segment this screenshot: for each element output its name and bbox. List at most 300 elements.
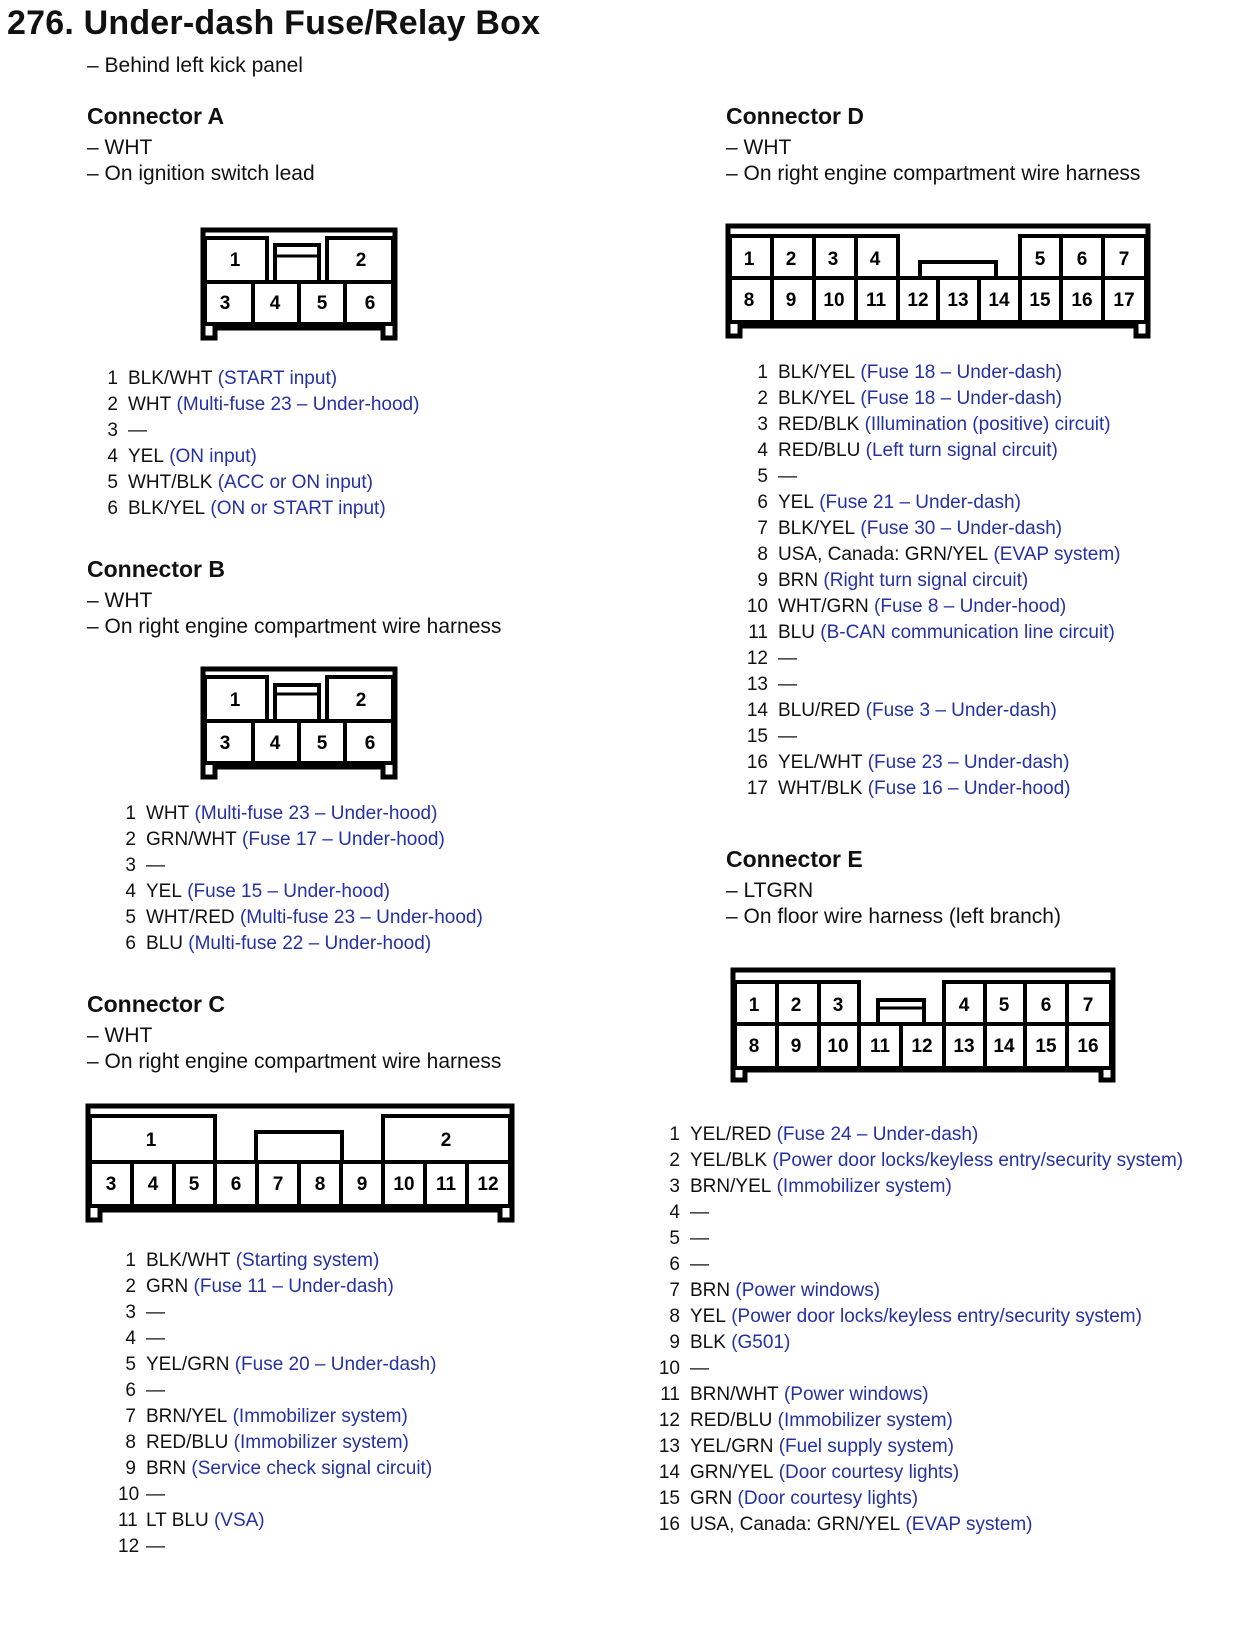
pin-number: 13 (746, 674, 768, 695)
pin-row (740, 724, 1120, 750)
pin-row (118, 1456, 436, 1482)
pin-wire-color: — (128, 420, 147, 441)
pin-wire-color: YEL/GRN (146, 1354, 230, 1375)
connector-a-lock-tab (275, 245, 319, 282)
connector-a-color: – WHT (87, 136, 153, 159)
pin-number: 9 (757, 570, 768, 591)
pin-row (118, 1534, 436, 1560)
pin-row (740, 464, 1120, 490)
pin-wire-color: LT BLU (146, 1510, 209, 1531)
connector-e-pin-label: 1 (748, 995, 760, 1016)
pin-number: 7 (757, 518, 768, 539)
connector-b-pin-label: 6 (364, 733, 376, 754)
pin-wire-color: BRN/YEL (146, 1406, 228, 1427)
pin-row (740, 516, 1120, 542)
pin-wire-color: BRN/WHT (690, 1384, 779, 1405)
pin-wire-color: RED/BLK (778, 414, 860, 435)
connector-c-diagram (80, 1098, 520, 1228)
pin-number: 1 (125, 1250, 136, 1271)
pin-circuit: (ON or START input) (210, 498, 386, 519)
pin-row (652, 1330, 1183, 1356)
pin-number: 2 (107, 394, 118, 415)
connector-d-pin-list (740, 360, 1120, 802)
connector-d-diagram (720, 218, 1160, 346)
pin-row (740, 412, 1120, 438)
pin-row (118, 1274, 436, 1300)
connector-d-pin-label: 15 (1029, 290, 1051, 311)
pin-circuit: (Fuse 18 – Under-dash) (860, 362, 1063, 383)
pin-wire-color: YEL (146, 881, 182, 902)
pin-number: 5 (107, 472, 118, 493)
pin-wire-color: — (690, 1202, 709, 1223)
connector-d-pin-label: 4 (869, 249, 881, 270)
pin-wire-color: — (146, 1484, 165, 1505)
connector-c-pin-label: 9 (356, 1174, 368, 1195)
pin-circuit: (Door courtesy lights) (737, 1488, 919, 1509)
pin-number: 8 (125, 1432, 136, 1453)
pin-number: 1 (669, 1124, 680, 1145)
pin-number: 3 (125, 1302, 136, 1323)
pin-row (740, 620, 1120, 646)
pin-circuit: (Fuse 23 – Under-dash) (867, 752, 1070, 773)
pin-circuit: (G501) (731, 1332, 791, 1353)
connector-a-diagram (195, 220, 405, 345)
pin-wire-color: — (146, 1328, 165, 1349)
pin-wire-color: WHT/BLK (128, 472, 213, 493)
pin-row (118, 1300, 436, 1326)
pin-wire-color: — (146, 1536, 165, 1557)
pin-number: 3 (125, 855, 136, 876)
pin-wire-color: GRN/YEL (690, 1462, 774, 1483)
pin-row (118, 1248, 436, 1274)
pin-number: 4 (125, 881, 136, 902)
pin-wire-color: BRN/YEL (690, 1176, 772, 1197)
pin-circuit: (Multi-fuse 23 – Under-hood) (176, 394, 420, 415)
pin-circuit: (Fuel supply system) (778, 1436, 954, 1457)
connector-e-pin-label: 2 (790, 995, 802, 1016)
pin-number: 10 (746, 596, 768, 617)
connector-e-pin-label: 16 (1077, 1036, 1099, 1057)
connector-b-diagram (195, 661, 405, 786)
connector-c-pin-label: 7 (272, 1174, 284, 1195)
pin-row (740, 386, 1120, 412)
pin-number: 10 (658, 1358, 680, 1379)
connector-d-pin-label: 3 (827, 249, 839, 270)
connector-d-pin-label: 9 (785, 290, 797, 311)
pin-wire-color: — (778, 674, 797, 695)
pin-number: 12 (658, 1410, 680, 1431)
connector-e-pin-label: 7 (1082, 995, 1094, 1016)
pin-circuit: (Fuse 30 – Under-dash) (860, 518, 1063, 539)
pin-wire-color: — (146, 855, 165, 876)
pin-number: 17 (746, 778, 768, 799)
pin-wire-color: BLK/YEL (128, 498, 206, 519)
pin-circuit: (EVAP system) (905, 1514, 1033, 1535)
connector-e-pin-label: 5 (998, 995, 1010, 1016)
pin-row (118, 1404, 436, 1430)
pin-number: 9 (125, 1458, 136, 1479)
connector-a-pin-label: 6 (364, 293, 376, 314)
pin-wire-color: GRN (146, 1276, 189, 1297)
pin-circuit: (Immobilizer system) (777, 1410, 953, 1431)
pin-number: 6 (757, 492, 768, 513)
pin-circuit: (Power windows) (783, 1384, 929, 1405)
pin-circuit: (VSA) (213, 1510, 265, 1531)
connector-c-pin-label: 3 (105, 1174, 117, 1195)
page-title: 276. Under-dash Fuse/Relay Box (7, 4, 541, 42)
pin-circuit: (Fuse 3 – Under-dash) (865, 700, 1057, 721)
connector-e-pin-label: 12 (911, 1036, 933, 1057)
pin-row (100, 470, 419, 496)
pin-wire-color: RED/BLU (146, 1432, 229, 1453)
pin-circuit: (Multi-fuse 22 – Under-hood) (188, 933, 432, 954)
pin-wire-color: WHT/GRN (778, 596, 869, 617)
pin-row (652, 1252, 1183, 1278)
pin-wire-color: — (146, 1380, 165, 1401)
pin-row (118, 1378, 436, 1404)
connector-c-pin-label: 8 (314, 1174, 326, 1195)
connector-c-pin-label: 2 (440, 1130, 452, 1151)
connector-a-location: – On ignition switch lead (87, 162, 315, 185)
pin-number: 3 (107, 420, 118, 441)
pin-number: 4 (669, 1202, 680, 1223)
pin-wire-color: YEL/BLK (690, 1150, 768, 1171)
pin-number: 9 (669, 1332, 680, 1353)
pin-circuit: (Fuse 17 – Under-hood) (242, 829, 445, 850)
pin-number: 2 (125, 829, 136, 850)
pin-number: 14 (746, 700, 768, 721)
pin-wire-color: BLU (146, 933, 183, 954)
pin-wire-color: USA, Canada: GRN/YEL (778, 544, 989, 565)
pin-circuit: (Immobilizer system) (232, 1406, 408, 1427)
connector-e-pin-list (652, 1122, 1183, 1538)
page-subtitle: – Behind left kick panel (87, 54, 303, 77)
connector-d-location: – On right engine compartment wire harness (726, 162, 1141, 185)
pin-wire-color: BLK (690, 1332, 726, 1353)
connector-e-pin-label: 13 (953, 1036, 975, 1057)
pin-number: 15 (658, 1488, 680, 1509)
pin-circuit: (Left turn signal circuit) (865, 440, 1058, 461)
pin-row (118, 1430, 436, 1456)
pin-row (100, 392, 419, 418)
connector-e-pin-label: 3 (832, 995, 844, 1016)
pin-circuit: (Fuse 24 – Under-dash) (776, 1124, 979, 1145)
pin-wire-color: YEL/WHT (778, 752, 863, 773)
pin-number: 1 (125, 803, 136, 824)
pin-number: 11 (118, 1510, 138, 1531)
pin-row (118, 931, 483, 957)
pin-row (652, 1460, 1183, 1486)
connector-a-pin-label: 5 (316, 293, 328, 314)
connector-b-pin-label: 4 (269, 733, 281, 754)
pin-number: 5 (757, 466, 768, 487)
connector-e-pin-label: 14 (993, 1036, 1015, 1057)
connector-c-location: – On right engine compartment wire harness (87, 1050, 502, 1073)
pin-number: 4 (125, 1328, 136, 1349)
connector-a-heading: Connector A (87, 103, 225, 129)
pin-circuit: (Door courtesy lights) (778, 1462, 960, 1483)
pin-row (740, 490, 1120, 516)
pin-number: 6 (125, 1380, 136, 1401)
connector-d-lock-tab (920, 262, 996, 278)
pin-wire-color: — (690, 1254, 709, 1275)
pin-row (118, 1508, 436, 1534)
pin-wire-color: BLK/YEL (778, 388, 856, 409)
pin-row (118, 1352, 436, 1378)
pin-wire-color: WHT/RED (146, 907, 235, 928)
pin-number: 8 (669, 1306, 680, 1327)
connector-e-pin-label: 9 (790, 1036, 802, 1057)
pin-wire-color: BLK/YEL (778, 362, 856, 383)
connector-c-pin-label: 11 (435, 1174, 457, 1195)
connector-d-heading: Connector D (726, 103, 864, 129)
connector-e-heading: Connector E (726, 846, 863, 872)
pin-row (652, 1122, 1183, 1148)
pin-row (652, 1226, 1183, 1252)
connector-d-pin-label: 16 (1071, 290, 1093, 311)
pin-row (740, 776, 1120, 802)
pin-circuit: (B-CAN communication line circuit) (820, 622, 1115, 643)
pin-number: 13 (658, 1436, 680, 1457)
pin-number: 14 (658, 1462, 680, 1483)
pin-wire-color: WHT/BLK (778, 778, 863, 799)
pin-wire-color: YEL (690, 1306, 726, 1327)
pin-row (118, 827, 483, 853)
pin-circuit: (Service check signal circuit) (191, 1458, 433, 1479)
pin-number: 6 (669, 1254, 680, 1275)
pin-row (118, 1326, 436, 1352)
connector-c-pin-label: 12 (477, 1174, 499, 1195)
pin-row (652, 1434, 1183, 1460)
connector-e-lock-tab (878, 1000, 924, 1024)
connector-e-pin-label: 8 (748, 1036, 760, 1057)
connector-e-pin-label: 6 (1040, 995, 1052, 1016)
connector-c-pin-label: 6 (230, 1174, 242, 1195)
pin-number: 12 (746, 648, 768, 669)
pin-wire-color: WHT (146, 803, 190, 824)
connector-b-pin-label: 5 (316, 733, 328, 754)
connector-c-pin-list (118, 1248, 436, 1560)
pin-wire-color: BLU/RED (778, 700, 861, 721)
connector-c-pin-label: 10 (393, 1174, 415, 1195)
connector-d-pin-label: 7 (1118, 249, 1130, 270)
connector-d-color: – WHT (726, 136, 792, 159)
pin-number: 16 (746, 752, 768, 773)
pin-row (100, 444, 419, 470)
pin-circuit: (Fuse 16 – Under-hood) (867, 778, 1071, 799)
pin-circuit: (Power door locks/keyless entry/security system) (731, 1306, 1142, 1327)
pin-wire-color: RED/BLU (690, 1410, 773, 1431)
pin-number: 5 (125, 1354, 136, 1375)
pin-circuit: (Illumination (positive) circuit) (864, 414, 1111, 435)
pin-wire-color: — (146, 1302, 165, 1323)
connector-e-location: – On floor wire harness (left branch) (726, 905, 1061, 928)
connector-c-lock-tab (256, 1132, 342, 1162)
pin-number: 16 (658, 1514, 680, 1535)
pin-number: 7 (125, 1406, 136, 1427)
pin-row (100, 496, 419, 522)
pin-number: 11 (748, 622, 768, 643)
pin-wire-color: GRN (690, 1488, 733, 1509)
pin-row (652, 1304, 1183, 1330)
pin-row (652, 1486, 1183, 1512)
connector-d-pin-label: 1 (743, 249, 755, 270)
pin-number: 12 (118, 1536, 140, 1557)
connector-e-pin-label: 11 (869, 1036, 891, 1057)
pin-row (740, 542, 1120, 568)
pin-number: 15 (746, 726, 768, 747)
connector-d-pin-label: 2 (785, 249, 797, 270)
pin-circuit: (ACC or ON input) (217, 472, 373, 493)
pin-row (652, 1512, 1183, 1538)
pin-wire-color: GRN/WHT (146, 829, 237, 850)
pin-circuit: (Power door locks/keyless entry/security system) (772, 1150, 1184, 1171)
connector-b-lock-tab (275, 685, 319, 721)
pin-row (100, 366, 419, 392)
pin-row (652, 1148, 1183, 1174)
connector-e-pin-label: 10 (827, 1036, 849, 1057)
pin-row (652, 1278, 1183, 1304)
connector-a-pin-label: 4 (269, 293, 281, 314)
connector-b-pin-label: 1 (229, 690, 241, 711)
pin-wire-color: BLK/WHT (128, 368, 213, 389)
connector-d-pin-label: 8 (743, 290, 755, 311)
connector-c-pin-label: 5 (188, 1174, 200, 1195)
pin-circuit: (Multi-fuse 23 – Under-hood) (194, 803, 438, 824)
connector-c-pin-label: 4 (147, 1174, 159, 1195)
pin-number: 2 (125, 1276, 136, 1297)
connector-c-color: – WHT (87, 1024, 153, 1047)
pin-number: 4 (757, 440, 768, 461)
pin-circuit: (Multi-fuse 23 – Under-hood) (239, 907, 483, 928)
pin-wire-color: RED/BLU (778, 440, 861, 461)
pin-circuit: (START input) (217, 368, 338, 389)
connector-d-pin-label: 10 (823, 290, 845, 311)
connector-a-pin-list (100, 366, 419, 522)
pin-wire-color: — (690, 1358, 709, 1379)
pin-circuit: (Immobilizer system) (233, 1432, 409, 1453)
connector-a-pin-label: 1 (229, 250, 241, 271)
connector-c-heading: Connector C (87, 991, 225, 1017)
pin-wire-color: BRN (146, 1458, 187, 1479)
pin-wire-color: BLK/WHT (146, 1250, 231, 1271)
connector-d-pin-label: 17 (1113, 290, 1135, 311)
pin-row (740, 646, 1120, 672)
pin-number: 4 (107, 446, 118, 467)
pin-wire-color: YEL/GRN (690, 1436, 774, 1457)
connector-b-location: – On right engine compartment wire harness (87, 615, 502, 638)
pin-wire-color: BLK/YEL (778, 518, 856, 539)
pin-wire-color: BRN (690, 1280, 731, 1301)
pin-row (652, 1356, 1183, 1382)
pin-number: 7 (669, 1280, 680, 1301)
pin-number: 6 (107, 498, 118, 519)
pin-wire-color: — (690, 1228, 709, 1249)
pin-circuit: (Starting system) (235, 1250, 380, 1271)
pin-wire-color: YEL (778, 492, 814, 513)
pin-circuit: (Fuse 11 – Under-dash) (193, 1276, 394, 1297)
pin-number: 6 (125, 933, 136, 954)
connector-e-color: – LTGRN (726, 879, 814, 902)
pin-number: 5 (669, 1228, 680, 1249)
connector-d-pin-label: 11 (865, 290, 887, 311)
connector-a-pin-label: 3 (219, 293, 231, 314)
pin-circuit: (EVAP system) (993, 544, 1121, 565)
pin-row (118, 879, 483, 905)
pin-circuit: (Fuse 18 – Under-dash) (860, 388, 1063, 409)
connector-b-pin-label: 3 (219, 733, 231, 754)
connector-d-pin-label: 6 (1076, 249, 1088, 270)
pin-circuit: (Fuse 20 – Under-dash) (234, 1354, 437, 1375)
pin-row (740, 360, 1120, 386)
pin-circuit: (Fuse 15 – Under-hood) (187, 881, 390, 902)
pin-number: 10 (118, 1484, 140, 1505)
pin-row (100, 418, 419, 444)
pin-row (652, 1200, 1183, 1226)
pin-wire-color: WHT (128, 394, 172, 415)
pin-wire-color: YEL/RED (690, 1124, 772, 1145)
pin-circuit: (Immobilizer system) (776, 1176, 952, 1197)
pin-circuit: (ON input) (169, 446, 257, 467)
pin-circuit: (Fuse 8 – Under-hood) (874, 596, 1067, 617)
pin-wire-color: — (778, 466, 797, 487)
pin-wire-color: BLU (778, 622, 815, 643)
pin-number: 11 (660, 1384, 680, 1405)
connector-d-pin-label: 13 (947, 290, 969, 311)
pin-wire-color: USA, Canada: GRN/YEL (690, 1514, 901, 1535)
connector-e-diagram (725, 962, 1125, 1090)
pin-row (740, 672, 1120, 698)
pin-number: 3 (757, 414, 768, 435)
pin-row (118, 1482, 436, 1508)
pin-row (740, 698, 1120, 724)
connector-b-pin-list (118, 801, 483, 957)
pin-number: 3 (669, 1176, 680, 1197)
pin-number: 2 (669, 1150, 680, 1171)
pin-row (118, 801, 483, 827)
pin-row (118, 905, 483, 931)
pin-row (118, 853, 483, 879)
pin-row (740, 750, 1120, 776)
pin-row (740, 594, 1120, 620)
pin-number: 2 (757, 388, 768, 409)
pin-circuit: (Power windows) (735, 1280, 881, 1301)
connector-d-pin-label: 12 (907, 290, 929, 311)
pin-row (652, 1382, 1183, 1408)
pin-number: 5 (125, 907, 136, 928)
connector-c-pin-label: 1 (145, 1130, 157, 1151)
connector-a-pin-label: 2 (355, 250, 367, 271)
pin-circuit: (Right turn signal circuit) (823, 570, 1029, 591)
connector-b-heading: Connector B (87, 556, 225, 582)
pin-row (652, 1408, 1183, 1434)
pin-number: 1 (757, 362, 768, 383)
pin-row (740, 438, 1120, 464)
pin-wire-color: YEL (128, 446, 164, 467)
pin-wire-color: BRN (778, 570, 819, 591)
pin-number: 8 (757, 544, 768, 565)
connector-e-pin-label: 4 (958, 995, 970, 1016)
connector-b-pin-label: 2 (355, 690, 367, 711)
connector-b-color: – WHT (87, 589, 153, 612)
pin-wire-color: — (778, 726, 797, 747)
pin-row (652, 1174, 1183, 1200)
connector-d-pin-label: 14 (988, 290, 1010, 311)
pin-wire-color: — (778, 648, 797, 669)
pin-number: 1 (107, 368, 118, 389)
pin-row (740, 568, 1120, 594)
connector-d-pin-label: 5 (1034, 249, 1046, 270)
